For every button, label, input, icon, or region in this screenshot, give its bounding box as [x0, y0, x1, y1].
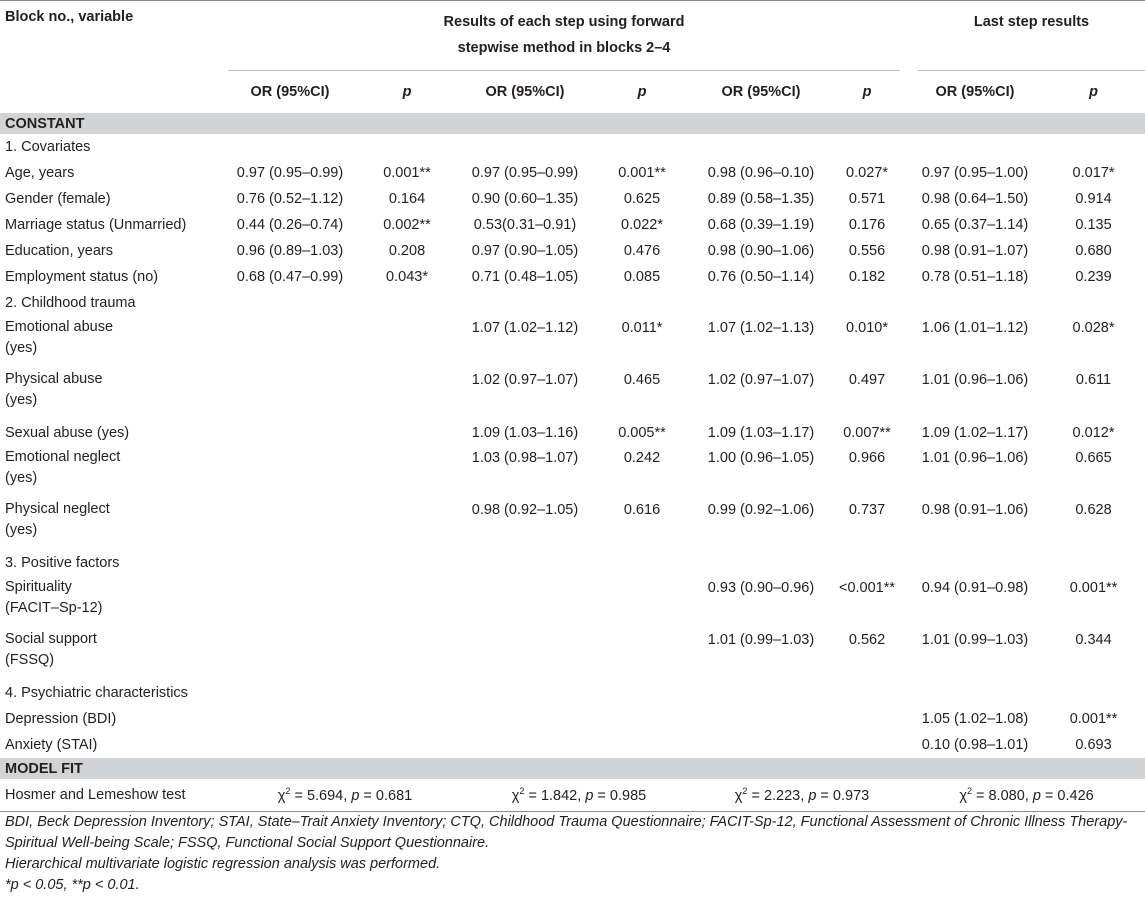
or-cell: 0.76 (0.50–1.14) [707, 269, 815, 285]
or-cell: 0.44 (0.26–0.74) [236, 217, 344, 233]
or-cell: 0.98 (0.92–1.05) [471, 502, 579, 518]
p-cell: 0.001** [383, 165, 431, 181]
p-cell: 0.556 [848, 243, 886, 259]
or-cell [228, 732, 352, 758]
or-cell: 0.98 (0.96–0.10) [707, 165, 815, 181]
or-cell [228, 316, 352, 368]
table-row [0, 576, 1145, 628]
chi-symbol: χ [511, 787, 520, 804]
or-cell [228, 498, 352, 550]
or-cell: 0.97 (0.95–0.99) [236, 165, 344, 181]
variable-label-line: (yes) [5, 522, 38, 538]
or-cell: 0.89 (0.58–1.35) [707, 191, 815, 207]
p-cell: 0.465 [623, 372, 661, 388]
block-heading: 3. Positive factors [5, 555, 120, 571]
model-fit-row [0, 779, 1145, 812]
footnote-significance: *p < 0.05, **p < 0.01. [5, 877, 140, 893]
or-cell: 1.03 (0.98–1.07) [471, 450, 579, 466]
variable-label-line: Anxiety (STAI) [5, 737, 98, 753]
p-cell: 0.022* [621, 217, 663, 233]
p-cell [588, 732, 696, 758]
block-heading: 1. Covariates [5, 139, 91, 155]
p-cell: 0.027* [846, 165, 888, 181]
block-heading-row [0, 680, 1145, 706]
or-cell [228, 446, 352, 498]
variable-label-line: (FSSQ) [5, 652, 55, 668]
p-cell: 0.966 [848, 450, 886, 466]
variable-label-line: Spirituality [5, 579, 72, 595]
or-cell [462, 706, 588, 732]
p-value: = 0.426 [1040, 787, 1094, 804]
or-cell: 1.02 (0.97–1.07) [707, 372, 815, 388]
p-cell: 0.571 [848, 191, 886, 207]
chi-value: = 5.694, [290, 787, 352, 804]
header-last-group [908, 1, 1145, 72]
or-cell [228, 628, 352, 680]
table-row [0, 368, 1145, 420]
or-cell: 0.10 (0.98–1.01) [921, 737, 1029, 753]
table-row [0, 212, 1145, 238]
p-cell: 0.002** [383, 217, 431, 233]
table-row [0, 186, 1145, 212]
header-empty [0, 71, 228, 113]
footnote-method: Hierarchical multivariate logistic regression analysis was performed. [5, 856, 441, 872]
table-row [0, 732, 1145, 758]
or-cell: 0.76 (0.52–1.12) [236, 191, 344, 207]
header-p-4: p [1089, 84, 1098, 100]
variable-label [0, 316, 228, 368]
or-cell: 0.78 (0.51–1.18) [921, 269, 1029, 285]
or-cell: 0.99 (0.92–1.06) [707, 502, 815, 518]
p-cell: 0.176 [848, 217, 886, 233]
or-cell: 0.98 (0.91–1.06) [921, 502, 1029, 518]
header-or-2: OR (95%CI) [485, 84, 565, 100]
or-cell: 0.65 (0.37–1.14) [921, 217, 1029, 233]
variable-label-line: Age, years [5, 165, 75, 181]
or-cell [228, 368, 352, 420]
or-cell: 1.09 (1.02–1.17) [921, 425, 1029, 441]
variable-label [0, 732, 228, 758]
variable-label-line: (yes) [5, 340, 38, 356]
p-cell: 0.001** [618, 165, 666, 181]
section-model-fit [0, 758, 1145, 779]
variable-label-line: Education, years [5, 243, 114, 259]
p-cell: <0.001** [838, 580, 896, 596]
p-cell: 0.164 [388, 191, 426, 207]
p-cell [826, 706, 908, 732]
or-cell: 1.01 (0.96–1.06) [921, 450, 1029, 466]
p-cell: 0.017* [1072, 165, 1115, 181]
variable-label-line: (yes) [5, 470, 38, 486]
variable-label [0, 238, 228, 264]
header-variable: Block no., variable [5, 9, 134, 25]
or-cell: 1.01 (0.99–1.03) [921, 632, 1029, 648]
p-cell [352, 420, 462, 446]
variable-label [0, 706, 228, 732]
p-cell: 0.562 [848, 632, 886, 648]
or-cell: 0.53(0.31–0.91) [473, 217, 577, 233]
table-row [0, 316, 1145, 368]
p-cell [826, 732, 908, 758]
p-cell: 0.028* [1072, 320, 1115, 336]
variable-label [0, 628, 228, 680]
model-fit-cell [908, 779, 1145, 812]
p-cell [352, 628, 462, 680]
p-letter: p [585, 787, 594, 804]
p-cell: 0.476 [623, 243, 661, 259]
or-cell: 0.97 (0.90–1.05) [471, 243, 579, 259]
p-cell: 0.680 [1075, 243, 1112, 259]
table-row [0, 238, 1145, 264]
p-cell: 0.665 [1075, 450, 1112, 466]
p-cell [352, 316, 462, 368]
or-cell: 1.00 (0.96–1.05) [707, 450, 815, 466]
p-value: = 0.973 [816, 787, 870, 804]
p-cell: 0.737 [848, 502, 886, 518]
or-cell: 1.09 (1.03–1.17) [707, 425, 815, 441]
table-row [0, 706, 1145, 732]
p-cell: 0.239 [1075, 269, 1112, 285]
variable-label-line: Gender (female) [5, 191, 111, 207]
table-row [0, 264, 1145, 290]
chi-value: = 1.842, [524, 787, 586, 804]
section-model-fit-label: MODEL FIT [0, 758, 1145, 779]
p-cell: 0.242 [623, 450, 661, 466]
or-cell: 0.96 (0.89–1.03) [236, 243, 344, 259]
p-cell [352, 706, 462, 732]
chi-symbol: χ [959, 787, 967, 804]
table-row [0, 628, 1145, 680]
or-cell: 0.98 (0.64–1.50) [921, 191, 1029, 207]
variable-label [0, 498, 228, 550]
variable-label [0, 186, 228, 212]
or-cell: 1.05 (1.02–1.08) [921, 711, 1029, 727]
variable-label-line: Depression (BDI) [5, 711, 117, 727]
p-letter: p [808, 787, 817, 804]
p-cell: 0.007** [843, 425, 891, 441]
chi-sup: 2 [742, 786, 748, 797]
variable-label-line: Sexual abuse (yes) [5, 425, 130, 441]
chi-sup: 2 [519, 786, 525, 797]
variable-label-line: (yes) [5, 392, 38, 408]
variable-label [0, 368, 228, 420]
or-cell: 0.97 (0.95–0.99) [471, 165, 579, 181]
variable-label-line: (FACIT–Sp-12) [5, 600, 103, 616]
table-row [0, 160, 1145, 186]
p-cell: 0.628 [1075, 502, 1112, 518]
or-cell [462, 576, 588, 628]
p-cell: 0.182 [848, 269, 886, 285]
or-cell: 1.02 (0.97–1.07) [471, 372, 579, 388]
p-cell: 0.005** [618, 425, 666, 441]
block-heading: 2. Childhood trauma [5, 295, 136, 311]
header-p-2: p [637, 84, 647, 100]
or-cell [228, 576, 352, 628]
p-cell: 0.344 [1075, 632, 1112, 648]
or-cell: 0.71 (0.48–1.05) [471, 269, 579, 285]
variable-label [0, 160, 228, 186]
or-cell [696, 732, 826, 758]
section-constant [0, 113, 1145, 134]
p-cell: 0.497 [848, 372, 886, 388]
header-or-1: OR (95%CI) [250, 84, 330, 100]
footnote-abbreviations: BDI, Beck Depression Inventory; STAI, State–Trait Anxiety Inventory; CTQ, Childhood Trauma Questionnaire; FACIT-Sp-12, Functional Assessment of Chronic Illness Therapy-Spiritual Well-being Scale; FSSQ, Functional Social Support Questionnaire. [5, 814, 1128, 851]
p-cell: 0.135 [1075, 217, 1112, 233]
or-cell: 0.97 (0.95–1.00) [921, 165, 1029, 181]
p-cell [352, 368, 462, 420]
p-cell: 0.043* [386, 269, 428, 285]
variable-label-line: Emotional neglect [5, 449, 121, 465]
or-cell [228, 706, 352, 732]
p-cell: 0.611 [1075, 372, 1112, 388]
p-cell: 0.012* [1072, 425, 1115, 441]
p-value: = 0.681 [359, 787, 413, 804]
p-cell: 0.001** [1069, 580, 1118, 596]
p-cell [352, 498, 462, 550]
p-cell: 0.914 [1075, 191, 1112, 207]
or-cell: 1.01 (0.99–1.03) [707, 632, 815, 648]
model-fit-cell [696, 779, 908, 812]
p-cell [588, 706, 696, 732]
p-letter: p [351, 787, 360, 804]
or-cell: 0.68 (0.47–0.99) [236, 269, 344, 285]
header-steps-group [228, 1, 908, 72]
header-last-label: Last step results [973, 14, 1090, 30]
section-constant-label: CONSTANT [0, 113, 1145, 134]
p-cell: 0.085 [623, 269, 661, 285]
or-cell: 0.98 (0.90–1.06) [707, 243, 815, 259]
or-cell: 0.94 (0.91–0.98) [921, 580, 1029, 596]
header-steps-line1: Results of each step using forward [443, 14, 685, 30]
block-heading-row [0, 550, 1145, 576]
table-row [0, 498, 1145, 550]
or-cell: 0.90 (0.60–1.35) [471, 191, 579, 207]
or-cell: 1.06 (1.01–1.12) [921, 320, 1029, 336]
or-cell: 0.98 (0.91–1.07) [921, 243, 1029, 259]
chi-symbol: χ [277, 787, 286, 804]
variable-label [0, 576, 228, 628]
p-cell [588, 628, 696, 680]
variable-label [0, 264, 228, 290]
variable-label-line: Marriage status (Unmarried) [5, 217, 187, 233]
p-cell [352, 732, 462, 758]
p-value: = 0.985 [593, 787, 647, 804]
variable-label [0, 212, 228, 238]
p-cell: 0.616 [623, 502, 661, 518]
header-or-3: OR (95%CI) [721, 84, 801, 100]
table-row [0, 420, 1145, 446]
model-fit-cell [462, 779, 696, 812]
or-cell: 0.93 (0.90–0.96) [707, 580, 815, 596]
header-steps-line2: stepwise method in blocks 2–4 [457, 40, 671, 56]
variable-label-line: Emotional abuse [5, 319, 114, 335]
block-heading-row [0, 134, 1145, 160]
p-cell: 0.001** [1069, 711, 1118, 727]
chi-sup: 2 [285, 786, 291, 797]
table-footnotes [5, 812, 1140, 896]
block-heading: 4. Psychiatric characteristics [5, 685, 188, 701]
model-fit-label: Hosmer and Lemeshow test [0, 779, 228, 812]
block-heading-row [0, 290, 1145, 316]
header-p-1: p [402, 84, 412, 100]
p-cell: 0.011* [621, 320, 663, 336]
or-cell [228, 420, 352, 446]
or-cell: 1.09 (1.03–1.16) [471, 425, 579, 441]
chi-sup: 2 [966, 786, 972, 797]
variable-label-line: Physical neglect [5, 501, 110, 517]
or-cell [696, 706, 826, 732]
table-row [0, 446, 1145, 498]
header-p-3: p [862, 84, 872, 100]
p-cell: 0.010* [846, 320, 888, 336]
or-cell: 1.01 (0.96–1.06) [921, 372, 1029, 388]
chi-symbol: χ [734, 787, 743, 804]
chi-value: = 2.223, [747, 787, 809, 804]
or-cell: 1.07 (1.02–1.13) [707, 320, 815, 336]
p-cell [352, 576, 462, 628]
model-fit-cell [228, 779, 462, 812]
chi-value: = 8.080, [971, 787, 1033, 804]
p-cell: 0.693 [1075, 737, 1112, 753]
header-or-4: OR (95%CI) [935, 84, 1015, 100]
or-cell [462, 732, 588, 758]
p-cell [352, 446, 462, 498]
p-cell: 0.625 [623, 191, 661, 207]
variable-label [0, 446, 228, 498]
variable-label-line: Employment status (no) [5, 269, 159, 285]
variable-label-line: Social support [5, 631, 97, 647]
p-letter: p [1032, 787, 1041, 804]
p-cell [588, 576, 696, 628]
variable-label-line: Physical abuse [5, 371, 103, 387]
or-cell [462, 628, 588, 680]
variable-label [0, 420, 228, 446]
or-cell: 1.07 (1.02–1.12) [471, 320, 579, 336]
p-cell: 0.208 [388, 243, 426, 259]
or-cell: 0.68 (0.39–1.19) [707, 217, 815, 233]
